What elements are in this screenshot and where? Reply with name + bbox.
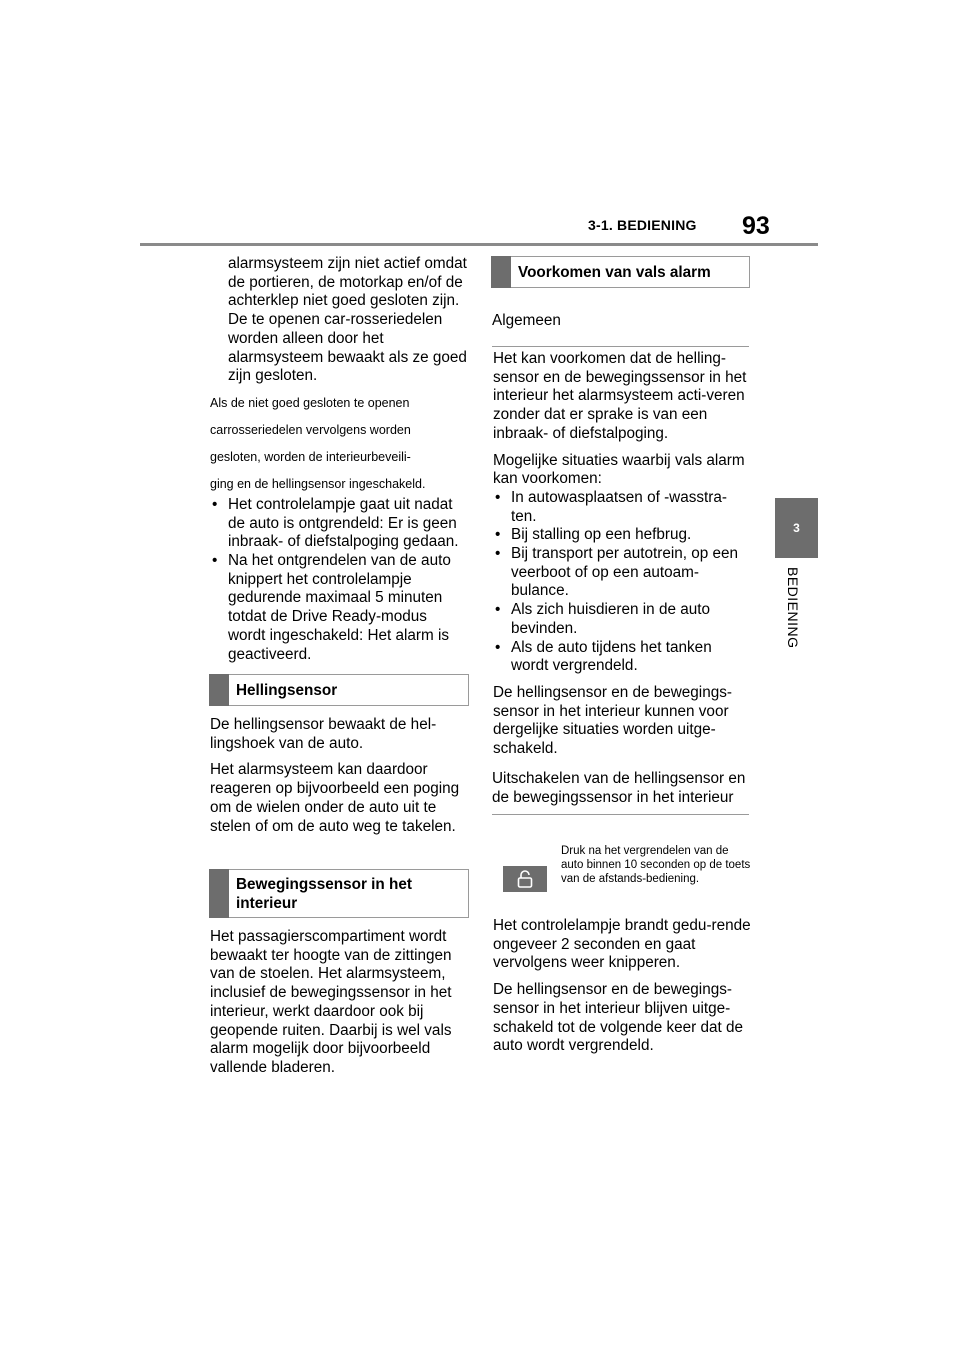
paragraph: De hellingsensor bewaakt de hel-lingshoek van de auto. bbox=[210, 716, 437, 752]
tilt-sensor-text bbox=[210, 716, 468, 844]
indicator-list bbox=[210, 496, 468, 664]
situations-list bbox=[493, 489, 751, 676]
heading-bar bbox=[491, 256, 511, 288]
lock-button-symbol bbox=[503, 866, 547, 892]
small-note-line: gesloten, worden de interieurbeveili- bbox=[210, 449, 411, 464]
small-note-line: ging en de hellingsensor ingeschakeld. bbox=[210, 476, 426, 491]
left-column-top bbox=[210, 255, 468, 672]
right-column-end bbox=[493, 917, 751, 1064]
false-alarm-heading: Voorkomen van vals alarm bbox=[518, 263, 711, 281]
list-item: • In autowasplaatsen of -wasstra-ten. bbox=[493, 489, 751, 526]
heading-bar bbox=[209, 869, 229, 918]
heading-bar bbox=[209, 674, 229, 706]
remote-instruction: Druk na het vergrendelen van de auto binnen 10 seconden op de toets van de afstands-bediening. bbox=[561, 845, 751, 885]
motion-sensor-heading: Bewegingssensor in het interieur bbox=[236, 875, 412, 912]
motion-sensor-text bbox=[210, 928, 468, 1086]
header-divider bbox=[140, 243, 818, 246]
paragraph: Het controlelampje brandt gedu-rende ongeveer 2 seconden en gaat vervolgens weer knipperen. bbox=[493, 917, 751, 972]
intro-continuation: alarmsysteem zijn niet actief omdat de portieren, de motorkap en/of de achterklep niet goed gesloten zijn. De te openen car-rosseriedelen worden alleen door het alarmsysteem bewaakt als ze goed zijn gesloten. bbox=[228, 255, 467, 385]
chapter-tab: 3 bbox=[775, 498, 818, 558]
motion-sensor-heading-box bbox=[209, 869, 469, 918]
false-alarm-heading-box bbox=[491, 256, 750, 288]
list-item: • Als zich huisdieren in de auto bevinden. bbox=[493, 601, 751, 638]
list-item: • Het controlelampje gaat uit nadat de auto is ontgrendeld: Er is geen inbraak- of diefstalpoging gedaan. bbox=[210, 496, 468, 552]
paragraph: Mogelijke situaties waarbij vals alarm kan voorkomen: bbox=[493, 451, 745, 488]
section-title: 3-1. BEDIENING bbox=[588, 217, 697, 233]
list-item: • Na het ontgrendelen van de auto knippert het controlelampje gedurende maximaal 5 minuten totdat de Drive Ready-modus wordt ingeschakeld: Het alarm is geactiveerd. bbox=[210, 552, 468, 664]
paragraph: Het kan voorkomen dat de helling-sensor en de bewegingssensor in het interieur het alarmsysteem acti-veren zonder dat er sprake is van een inbraak- of diefstalpoging. bbox=[493, 350, 747, 442]
small-note-line: carrosseriedelen vervolgens worden bbox=[210, 422, 411, 437]
list-item: • Bij transport per autotrein, op een veerboot of op een autoam-bulance. bbox=[493, 545, 751, 601]
paragraph: De hellingsensor en de bewegings-sensor in het interieur kunnen voor dergelijke situaties worden uitge-schakeld. bbox=[493, 683, 732, 758]
page-number: 93 bbox=[742, 212, 770, 240]
paragraph: Het passagierscompartiment wordt bewaakt ter hoogte van de zittingen van de stoelen. Het alarmsysteem, inclusief de bewegingssensor in het interieur, werkt daardoor ook bij geopende ruiten. Daarbij is wel vals alarm mogelijk door bijvoorbeeld vallende bladeren. bbox=[210, 928, 452, 1076]
small-note-line: Als de niet goed gesloten te openen bbox=[210, 395, 410, 410]
paragraph: De hellingsensor en de bewegings-sensor in het interieur blijven uitge-schakeld tot de volgende keer dat de auto wordt vergrendeld. bbox=[493, 981, 744, 1055]
tilt-sensor-heading-box bbox=[209, 674, 469, 706]
list-item: • Als de auto tijdens het tanken wordt vergrendeld. bbox=[493, 639, 751, 676]
tilt-sensor-heading: Hellingsensor bbox=[236, 681, 338, 699]
general-subheading: Algemeen bbox=[492, 311, 749, 347]
list-item: • Bij stalling op een hefbrug. bbox=[493, 526, 751, 545]
paragraph: Het alarmsysteem kan daardoor reageren op bijvoorbeeld een poging om de wielen onder de auto uit te stelen of om de auto weg te takelen. bbox=[210, 761, 460, 835]
right-column-body bbox=[493, 350, 751, 767]
chapter-label: BEDIENING bbox=[785, 567, 801, 649]
disable-subheading: Uitschakelen van de hellingsensor en de bewegingssensor in het interieur bbox=[492, 769, 749, 815]
lock-icon bbox=[515, 869, 535, 889]
